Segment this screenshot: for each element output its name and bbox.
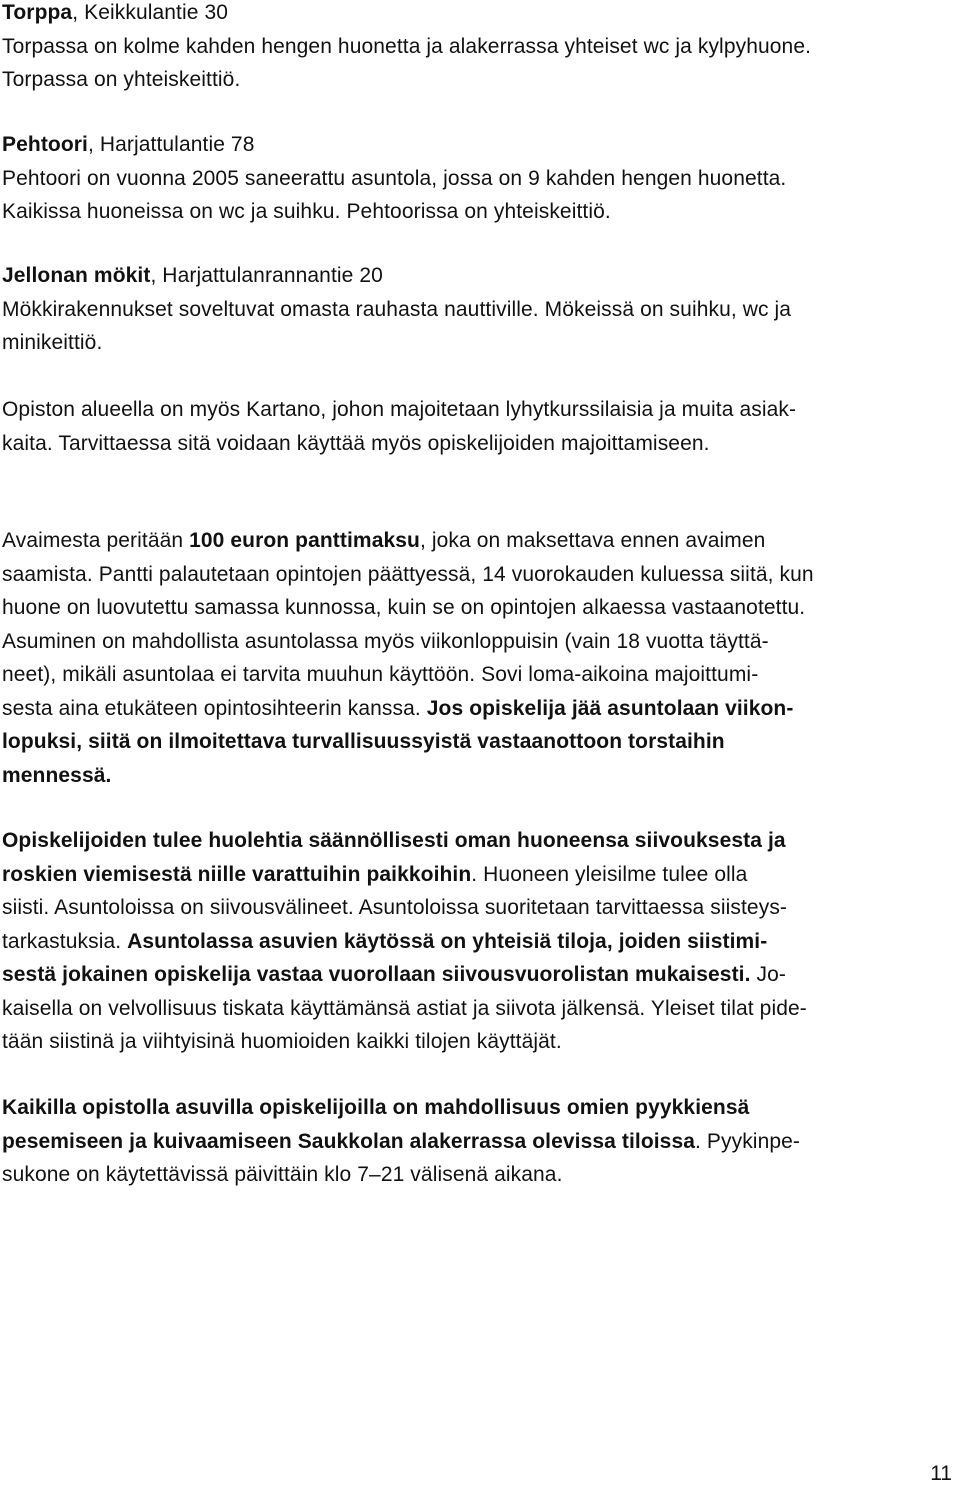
text-line [2, 591, 954, 625]
text-line [2, 524, 954, 558]
section-avainpantti [2, 524, 954, 792]
bold-text: Jos opiskelija jää asuntolaan viikon- [426, 696, 794, 720]
text-line [2, 128, 954, 162]
section-siivous [2, 824, 954, 1059]
bold-text: Torppa [2, 1, 73, 24]
text-line [2, 293, 954, 327]
text-line [2, 759, 954, 793]
bold-text: Kaikilla opistolla asuvilla opiskelijoilla on mahdollisuus omien pyykkiensä [2, 1096, 750, 1119]
text-line [2, 858, 954, 892]
page-number: 11 [930, 1462, 952, 1485]
text-run: Torpassa on yhteiskeittiö. [2, 68, 241, 91]
bold-text: lopuksi, siitä on ilmoitettava turvallisuussyistä vastaanottoon torstaihin [2, 730, 725, 753]
bold-text: 100 euron panttimaksu [189, 529, 420, 552]
text-line [2, 992, 954, 1026]
bold-text: Opiskelijoiden tulee huolehtia säännöllisesti oman huoneensa siivouksesta ja [2, 829, 786, 852]
text-run: sesta aina etukäteen opintosihteerin kanssa. [2, 696, 427, 720]
section-pyykki [2, 1091, 954, 1192]
bold-text: Asuntolassa asuvien käytössä on yhteisiä tiloja, joiden siistimi- [127, 929, 768, 953]
text-run: kaita. Tarvittaessa sitä voidaan käyttää myös opiskelijoiden majoittamiseen. [2, 431, 710, 455]
section-pehtoori [2, 128, 954, 229]
text-line [2, 658, 954, 692]
text-run: Kaikissa huoneissa on wc ja suihku. Pehtoorissa on yhteiskeittiö. [2, 200, 611, 223]
text-run: minikeittiö. [2, 331, 103, 354]
text-line [2, 1025, 954, 1059]
text-line [2, 63, 954, 97]
text-run: tään siistinä ja viihtyisinä huomioiden kaikki tilojen käyttäjät. [2, 1030, 562, 1053]
text-line [2, 891, 954, 925]
bold-text: pesemiseen ja kuivaamiseen Saukkolan alakerrassa olevissa tiloissa [2, 1129, 696, 1153]
text-line [2, 625, 954, 659]
section-torppa [2, 0, 954, 97]
text-line [2, 1091, 954, 1125]
text-line [2, 427, 954, 461]
text-run: , joka on maksettava ennen avaimen [419, 529, 766, 552]
text-line [2, 725, 954, 759]
text-line [2, 162, 954, 196]
text-run: tarkastuksia. [2, 929, 128, 953]
bold-text: sestä jokainen opiskelija vastaa vuorollaan siivousvuorolistan mukaisesti. [2, 963, 751, 986]
text-line [2, 692, 954, 726]
bold-text: mennessä. [2, 763, 112, 787]
text-line [2, 558, 954, 592]
text-line [2, 326, 954, 360]
text-line [2, 1125, 954, 1159]
text-run: neet), mikäli asuntolaa ei tarvita muuhun käyttöön. Sovi loma-aikoina majoittumi- [2, 663, 759, 686]
bold-text: roskien viemisestä niille varattuihin paikkoihin [2, 862, 472, 886]
text-run: huone on luovutettu samassa kunnossa, kuin se on opintojen alkaessa vastaanotettu. [2, 596, 806, 619]
text-run: Asuminen on mahdollista asuntolassa myös viikonloppuisin (vain 18 vuotta täyttä- [2, 629, 769, 653]
text-line [2, 925, 954, 959]
text-run: Pehtoori on vuonna 2005 saneerattu asuntola, jossa on 9 kahden hengen huonetta. [2, 166, 787, 190]
text-run: . Huoneen yleisilme tulee olla [471, 862, 748, 886]
text-run: Mökkirakennukset soveltuvat omasta rauhasta nauttiville. Mökeissä on suihku, wc ja [2, 297, 792, 321]
text-run: . Pyykinpe- [695, 1129, 801, 1153]
text-line [2, 824, 954, 858]
text-run: Jo- [750, 963, 786, 986]
text-run: siisti. Asuntoloissa on siivousvälineet. Asuntoloissa suoritetaan tarvittaessa siisteys- [2, 896, 788, 919]
text-run: , Harjattulantie 78 [87, 133, 255, 156]
text-run: kaisella on velvollisuus tiskata käyttämänsä astiat ja siivota jälkensä. Yleiset tilat pide- [2, 996, 807, 1020]
text-run: sukone on käytettävissä päivittäin klo 7–21 välisenä aikana. [2, 1163, 563, 1186]
text-run: Avaimesta peritään [2, 529, 190, 552]
text-line [2, 30, 954, 64]
bold-text: Jellonan mökit [2, 264, 151, 287]
text-run: saamista. Pantti palautetaan opintojen päättyessä, 14 vuorokauden kuluessa siitä, kun [2, 562, 814, 586]
text-line [2, 393, 954, 427]
text-line [2, 1158, 954, 1192]
text-line [2, 958, 954, 992]
text-run: Torpassa on kolme kahden hengen huonetta ja alakerrassa yhteiset wc ja kylpyhuone. [2, 34, 812, 58]
text-line [2, 195, 954, 229]
text-run: , Keikkulantie 30 [72, 1, 229, 24]
text-line [2, 0, 954, 30]
section-kartano [2, 393, 954, 460]
bold-text: Pehtoori [2, 133, 88, 156]
text-line [2, 259, 954, 293]
section-jellonan-mokit [2, 259, 954, 360]
text-run: , Harjattulanrannantie 20 [150, 264, 383, 287]
text-run: Opiston alueella on myös Kartano, johon majoitetaan lyhytkurssilaisia ja muita asiak- [2, 398, 797, 421]
